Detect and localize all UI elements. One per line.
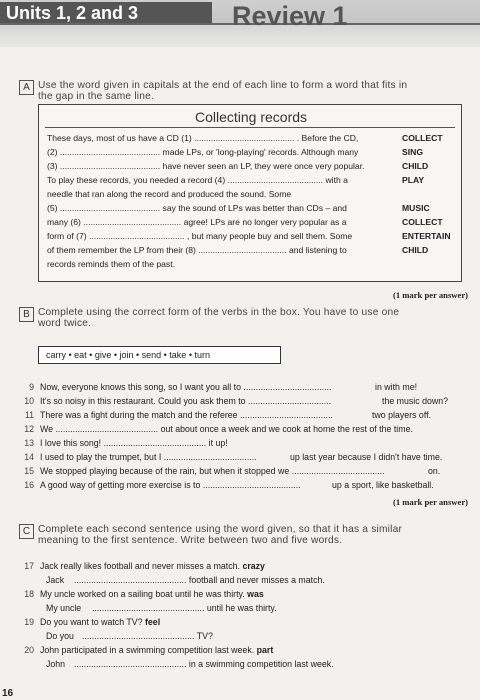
question-17-sentence2: Jack .............................................. football and never misses a match. bbox=[46, 575, 325, 585]
text-line: (5) .......................................... say the sound of LPs was better than CDs – and bbox=[47, 203, 347, 213]
question-18: 18 My uncle worked on a sailing boat until he was thirty. was bbox=[24, 589, 264, 599]
question-12: 12 We .......................................... out about once a week and we cook at home the rest of the time. bbox=[24, 424, 413, 434]
text-line: To play these records, you needed a record (4) ........................................ with a bbox=[47, 175, 348, 185]
page-number: 16 bbox=[2, 688, 14, 699]
question-19: 19 Do you want to watch TV? feel bbox=[24, 617, 161, 627]
text-line: (2) .......................................... made LPs, or 'long-playing' records. Although many bbox=[47, 147, 359, 157]
question-10-end: the music down? bbox=[382, 396, 449, 406]
section-a-mark: (1 mark per answer) bbox=[392, 290, 468, 300]
capital-word: ENTERTAIN bbox=[402, 231, 451, 241]
question-18-sentence2: My uncle .............................................. until he was thirty. bbox=[46, 603, 277, 613]
question-15-end: on. bbox=[428, 466, 441, 476]
capital-word: CHILD bbox=[402, 161, 429, 171]
question-9: 9 Now, everyone knows this song, so I want you all to .................................... bbox=[29, 382, 332, 392]
section-c-letter: C bbox=[19, 524, 34, 539]
question-9-end: in with me! bbox=[375, 382, 418, 392]
section-a-letter: A bbox=[19, 80, 34, 95]
capital-word: MUSIC bbox=[402, 203, 430, 213]
text-line: of them remember the LP from their (8) ..................................... and listening to bbox=[47, 245, 347, 255]
question-15: 15 We stopped playing because of the rain, but when it stopped we ...................................... bbox=[24, 466, 385, 476]
section-b-instruction-line2: word twice. bbox=[38, 318, 92, 329]
question-20: 20 John participated in a swimming competition last week. part bbox=[24, 645, 274, 655]
question-16: 16 A good way of getting more exercise is to ........................................ bbox=[24, 480, 301, 490]
section-b-mark: (1 mark per answer) bbox=[392, 497, 468, 507]
text-line: many (6) ......................................... agree! LPs are no longer very popular as a bbox=[47, 217, 347, 227]
question-19-sentence2: Do you .............................................. TV? bbox=[46, 631, 213, 641]
text-line: form of (7) ........................................ , but many people buy and sell them. Some bbox=[47, 231, 353, 241]
capital-word: CHILD bbox=[402, 245, 429, 255]
question-11: 11 There was a fight during the match and the referee ...................................... bbox=[24, 410, 333, 420]
question-20-sentence2: John .............................................. in a swimming competition last week. bbox=[46, 659, 334, 669]
text-line: (3) .......................................... have never seen an LP, they were once very popular. bbox=[47, 161, 365, 171]
text-line: needle that ran along the record and produced the sound. Some bbox=[47, 189, 292, 199]
text-line: records reminds them of the past. bbox=[47, 259, 176, 269]
box-title-rule bbox=[45, 127, 455, 128]
section-b-letter: B bbox=[19, 307, 34, 322]
question-14: 14 I used to play the trumpet, but I ...................................... bbox=[24, 452, 257, 462]
question-13: 13 I love this song! .......................................... it up! bbox=[24, 438, 228, 448]
capital-word: COLLECT bbox=[402, 217, 443, 227]
page-header bbox=[0, 0, 480, 40]
section-c-instruction-line1: Complete each second sentence using the word given, so that it has a similar bbox=[38, 524, 403, 535]
text-line: These days, most of us have a CD (1) .......................................... . Before the CD, bbox=[47, 133, 359, 143]
page-title: Review 1 bbox=[232, 1, 348, 31]
section-b-instruction-line1: Complete using the correct form of the verbs in the box. You have to use one bbox=[38, 307, 400, 318]
question-17: 17 Jack really likes football and never misses a match. crazy bbox=[24, 561, 265, 571]
section-c-instruction-line2: meaning to the first sentence. Write between two and five words. bbox=[38, 535, 343, 546]
question-16-end: up a sport, like basketball. bbox=[332, 480, 434, 490]
capital-word: COLLECT bbox=[402, 133, 443, 143]
section-a-instruction-line2: the gap in the same line. bbox=[38, 91, 155, 102]
question-14-end: up last year because I didn't have time. bbox=[290, 452, 443, 462]
capital-word: PLAY bbox=[402, 175, 425, 185]
question-10: 10 It's so noisy in this restaurant. Could you ask them to .................................. bbox=[24, 396, 332, 406]
verb-box: carry • eat • give • join • send • take • turn bbox=[38, 346, 281, 364]
question-11-end: two players off. bbox=[372, 410, 432, 420]
section-a-instruction-line1: Use the word given in capitals at the end of each line to form a word that fits in bbox=[38, 80, 408, 91]
capital-word: SING bbox=[402, 147, 424, 157]
collecting-records-box bbox=[38, 104, 462, 282]
box-title: Collecting records bbox=[194, 109, 308, 125]
units-label: Units 1, 2 and 3 bbox=[0, 2, 212, 24]
